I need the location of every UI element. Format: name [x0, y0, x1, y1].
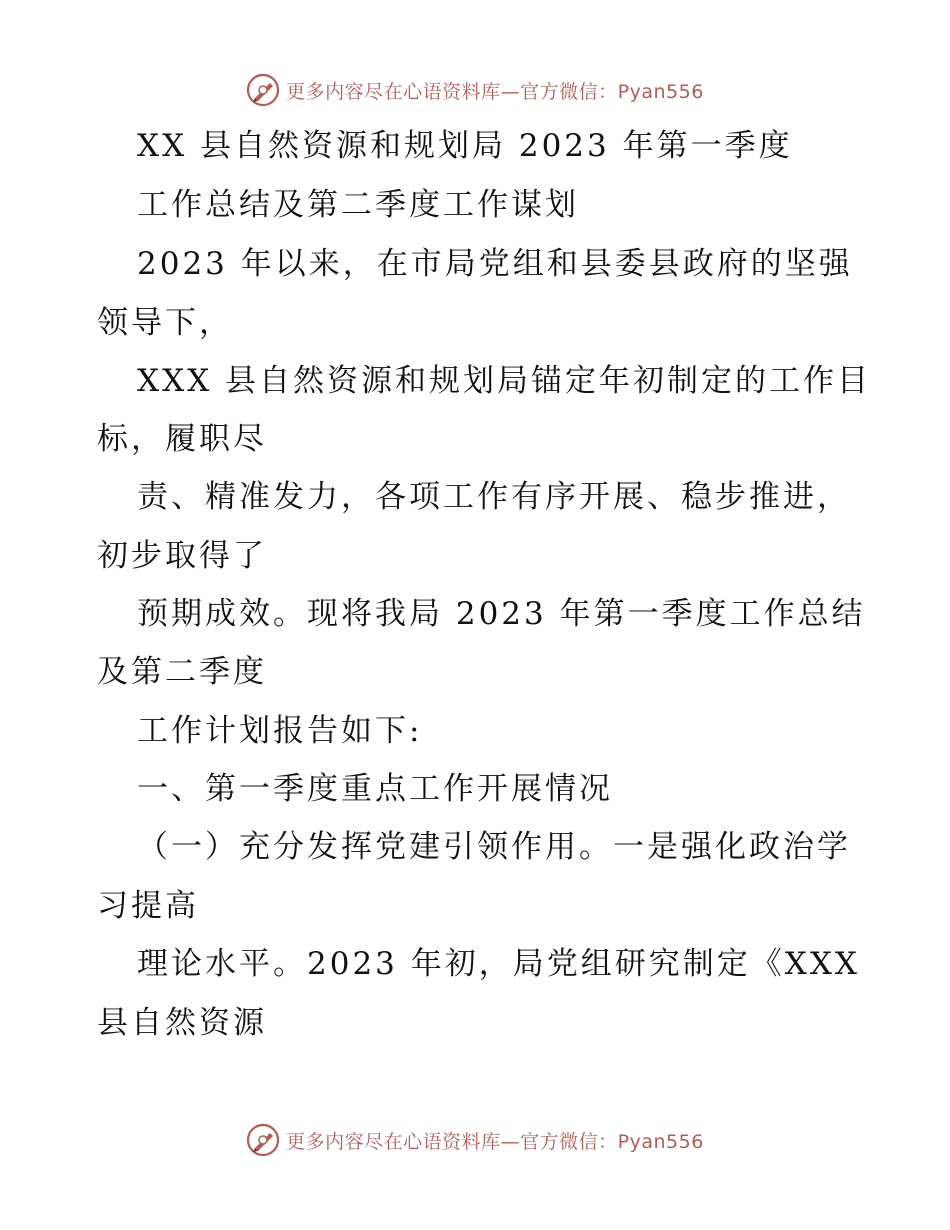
pen-logo-icon [246, 1123, 280, 1157]
watermark-text: 更多内容尽在心语资料库—官方微信：Pyan556 [286, 80, 704, 103]
paragraph-line: 标，履职尽 [97, 421, 267, 457]
paragraph-line: 县自然资源 [97, 1005, 267, 1041]
paragraph-line: 习提高 [97, 888, 199, 924]
watermark-header [0, 72, 950, 108]
doc-title-line-1: XX 县自然资源和规划局 2023 年第一季度 [137, 128, 793, 164]
watermark-footer [0, 1122, 950, 1158]
paragraph-line: 责、精准发力，各项工作有序开展、稳步推进， [137, 479, 851, 515]
section-heading: 一、第一季度重点工作开展情况 [137, 771, 613, 807]
paragraph-line: 预期成效。现将我局 2023 年第一季度工作总结 [137, 596, 866, 632]
paragraph-line: 2023 年以来，在市局党组和县委县政府的坚强 [137, 246, 853, 282]
paragraph-line: 理论水平。2023 年初，局党组研究制定《XXX [137, 946, 860, 982]
paragraph-line: XXX 县自然资源和规划局锚定年初制定的工作目 [137, 363, 872, 399]
subsection-line: （一）充分发挥党建引领作用。一是强化政治学 [137, 829, 851, 865]
paragraph-line: 工作计划报告如下: [137, 713, 423, 749]
paragraph-line: 及第二季度 [97, 654, 267, 690]
pen-logo-icon [246, 73, 280, 107]
paragraph-line: 领导下， [97, 305, 233, 341]
doc-title-line-2: 工作总结及第二季度工作谋划 [137, 187, 579, 223]
watermark-text: 更多内容尽在心语资料库—官方微信：Pyan556 [286, 1130, 704, 1153]
paragraph-line: 初步取得了 [97, 538, 267, 574]
